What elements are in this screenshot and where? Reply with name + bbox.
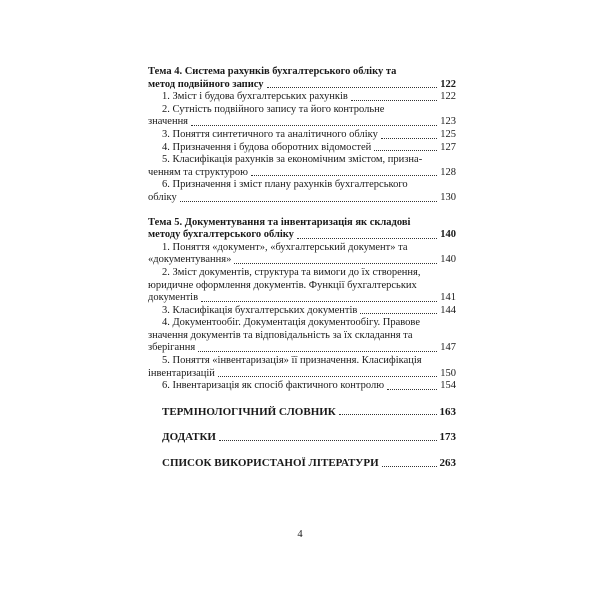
toc-item — [148, 242, 456, 267]
topic-5-page: 140 — [440, 229, 456, 241]
toc-item-text: 2. Сутність подвійного запису та його контрольне — [162, 103, 385, 115]
dot-leader — [219, 440, 437, 441]
section-page: 163 — [439, 405, 456, 418]
toc-item — [148, 267, 456, 305]
toc-item — [148, 154, 456, 179]
topic-5-title-line2: методу бухгалтерського обліку — [148, 229, 294, 241]
dot-leader — [191, 125, 437, 126]
toc-item-page: 122 — [440, 91, 456, 103]
topic-4-title-line1: Тема 4. Система рахунків бухгалтерського обліку та — [148, 66, 397, 77]
dot-leader — [382, 466, 437, 467]
toc-item-page: 141 — [440, 292, 456, 304]
toc-item-page: 125 — [440, 128, 456, 140]
toc-item — [148, 179, 456, 204]
toc-item-page: 140 — [440, 254, 456, 266]
section-title: ТЕРМІНОЛОГІЧНИЙ СЛОВНИК — [162, 405, 336, 418]
toc-item — [148, 142, 456, 155]
page-number: 4 — [297, 529, 303, 540]
topic-4-page: 122 — [440, 78, 456, 90]
toc-item-text: 3. Поняття синтетичного та аналітичного обліку — [162, 128, 378, 140]
dot-leader — [381, 138, 437, 139]
toc-item-text: значення документів та відповідальність за їх складання та — [148, 329, 413, 341]
toc-item-page: 127 — [440, 141, 456, 153]
toc-item — [148, 104, 456, 129]
toc-item-text: обліку — [148, 191, 177, 203]
toc-topic-4 — [148, 66, 456, 91]
toc-item-page: 150 — [440, 367, 456, 379]
toc-item-text: інвентаризацій — [148, 367, 215, 379]
toc-item-text: 1. Зміст і будова бухгалтерських рахунків — [162, 91, 348, 103]
toc-item — [148, 129, 456, 142]
dot-leader — [251, 175, 437, 176]
topic-4-title-line2: метод подвійного запису — [148, 78, 264, 90]
section-title: СПИСОК ВИКОРИСТАНОЇ ЛІТЕРАТУРИ — [162, 457, 379, 470]
toc-item-page: 123 — [440, 116, 456, 128]
dot-leader — [374, 150, 437, 151]
toc-item-page: 128 — [440, 166, 456, 178]
toc-item — [148, 91, 456, 104]
dot-leader — [234, 263, 437, 264]
section-title: ДОДАТКИ — [162, 431, 216, 444]
toc-section-appendices — [148, 431, 456, 444]
toc-topic-5 — [148, 217, 456, 242]
toc-item-text: «документування» — [148, 254, 232, 266]
toc-item-text: зберігання — [148, 342, 196, 354]
dot-leader — [218, 376, 437, 377]
toc-item — [148, 380, 456, 393]
toc-item-text: 3. Класифікація бухгалтерських документів — [162, 304, 358, 316]
toc-item — [148, 305, 456, 318]
dot-leader — [180, 201, 438, 202]
section-page: 173 — [439, 431, 456, 444]
toc-item-page: 130 — [440, 191, 456, 203]
dot-leader — [198, 351, 437, 352]
toc-item-page: 144 — [440, 304, 456, 316]
topic-5-title-line1: Тема 5. Документування та інвентаризація як складові — [148, 216, 411, 228]
dot-leader — [351, 100, 437, 101]
toc-item — [148, 317, 456, 355]
toc-item-text: 2. Зміст документів, структура та вимоги до їх створення, — [162, 266, 421, 278]
toc-item — [148, 355, 456, 380]
toc-item-text: юридичне оформлення документів. Функції бухгалтерських — [148, 279, 417, 291]
toc-item-text: значення — [148, 116, 189, 128]
toc-item-page: 154 — [440, 380, 456, 392]
toc-item-text: 5. Класифікація рахунків за економічним змістом, призна- — [162, 154, 423, 166]
toc-item-text: 4. Документообіг. Документація документообігу. Правове — [162, 317, 420, 329]
dot-leader — [297, 238, 437, 239]
toc-item-page: 147 — [440, 342, 456, 354]
dot-leader — [387, 389, 437, 390]
toc-item-text: 1. Поняття «документ», «бухгалтерський документ» та — [162, 241, 408, 253]
dot-leader — [339, 414, 437, 415]
toc-item-text: 5. Поняття «інвентаризація» її призначення. Класифікація — [162, 355, 422, 367]
dot-leader — [360, 313, 437, 314]
dot-leader — [201, 301, 437, 302]
toc-section-references — [148, 457, 456, 470]
toc-item-text: документів — [148, 292, 199, 304]
toc-item-text: 4. Призначення і будова оборотних відомостей — [162, 141, 372, 153]
table-of-contents — [148, 66, 456, 470]
toc-item-text: 6. Інвентаризація як спосіб фактичного контролю — [162, 380, 385, 392]
toc-item-text: ченням та структурою — [148, 166, 249, 178]
section-page: 263 — [439, 457, 456, 470]
toc-item-text: 6. Призначення і зміст плану рахунків бухгалтерського — [162, 179, 408, 191]
dot-leader — [267, 87, 438, 88]
toc-section-glossary — [148, 406, 456, 419]
